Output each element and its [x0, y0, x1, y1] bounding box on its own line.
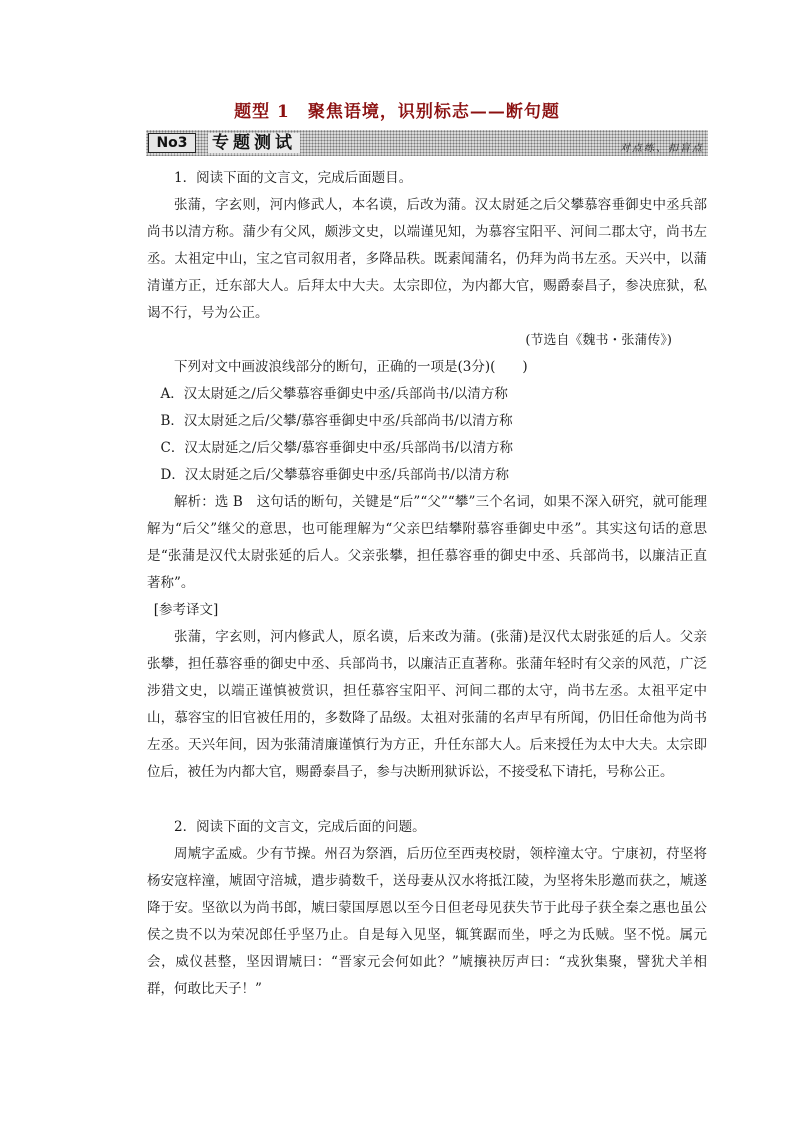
- page-title: 题型 1 聚焦语境，识别标志——断句题: [234, 102, 560, 122]
- section-number-badge: No3: [148, 133, 196, 153]
- q1-reference-label: [参考译文]: [153, 602, 219, 618]
- q1-option-a: A．汉太尉延之/后父攀慕容垂御史中丞/兵部尚书/以清方称: [160, 386, 508, 402]
- section-subtitle: 对点练、扣盲点: [620, 143, 704, 154]
- q2-passage: 周虓字孟威。少有节操。州召为祭酒，后历位至西夷校尉，领梓潼太守。宁康初，苻坚将杨安寇梓潼，虓固守涪城，遣步骑数千，送母妻从汉水将抵江陵，为坚将朱肜邀而获之，虓遂降于安。坚欲以为尚书郎，虓曰蒙国厚恩以至今日但老母见获失节于此母子获全秦之惠也虽公侯之贵不以为荣况郎任乎坚乃止。自是每入见坚，辄箕踞而坐，呼之为氐贼。坚不悦。属元会，威仪甚整，坚因谓虓曰：“晋家元会何如此？”虓攘袂厉声曰：“戎狄集聚，譬犹犬羊相群，何敢比天子！”: [147, 846, 707, 997]
- q1-translation: 张蒲，字玄则，河内修武人，原名谟，后来改为蒲。(张蒲)是汉代太尉张延的后人。父亲张攀，担任慕容垂的御史中丞、兵部尚书，以廉洁正直著称。张蒲年轻时有父亲的风范，广泛涉猎文史，以端正谨慎被赏识，担任慕容宝阳平、河间二郡的太守，尚书左丞。太祖平定中山，慕容宝的旧官被任用的，多数降了品级。太祖对张蒲的名声早有所闻，仍旧任命他为尚书左丞。天兴年间，因为张蒲清廉谨慎行为方正，升任东部大人。后来授任为太中大夫。太宗即位后，被任为内都大官，赐爵泰昌子，参与决断刑狱诉讼，不接受私下请托，号称公正。: [147, 629, 707, 780]
- q1-option-b: B．汉太尉延之后/父攀/慕容垂御史中丞/兵部尚书/以清方称: [160, 413, 513, 429]
- q1-source: (节选自《魏书・张蒲传》): [525, 333, 672, 348]
- q1-analysis: 解析：选 B 这句话的断句，关键是“后”“父”“攀”三个名词，如果不深入研究，就可能理解为“后父”继父的意思，也可能理解为“父亲巴结攀附慕容垂御史中丞”。其实这句话的意思是“张蒲是汉代太尉张延的后人。父亲张攀，担任慕容垂的御史中丞、兵部尚书，以廉洁正直著称”。: [147, 494, 707, 591]
- q1-option-d: D．汉太尉延之后/父攀慕容垂御史中丞/兵部尚书/以清方称: [160, 467, 509, 483]
- q1-question: 下列对文中画波浪线部分的断句，正确的一项是(3分)( ): [174, 359, 528, 375]
- q1-option-c: C．汉太尉延之/后父攀/慕容垂御史中丞/兵部尚书/以清方称: [160, 440, 514, 456]
- q2-stem: 2．阅读下面的文言文，完成后面的问题。: [174, 819, 426, 835]
- q1-stem: 1．阅读下面的文言文，完成后面题目。: [174, 170, 413, 186]
- section-heading: 专题测试: [208, 133, 300, 153]
- section-banner: [146, 130, 708, 156]
- q1-passage: 张蒲，字玄则，河内修武人，本名谟，后改为蒲。汉太尉延之后父攀慕容垂御史中丞兵部尚书以清方称。蒲少有父风，颇涉文史，以端谨见知，为慕容宝阳平、河间二郡太守，尚书左丞。太祖定中山，宝之官司叙用者，多降品秩。既素闻蒲名，仍拜为尚书左丞。天兴中，以蒲清谨方正，迁东部大人。后拜太中大夫。太宗即位，为内都大官，赐爵泰昌子，参决庶狱，私谒不行，号为公正。: [147, 197, 707, 321]
